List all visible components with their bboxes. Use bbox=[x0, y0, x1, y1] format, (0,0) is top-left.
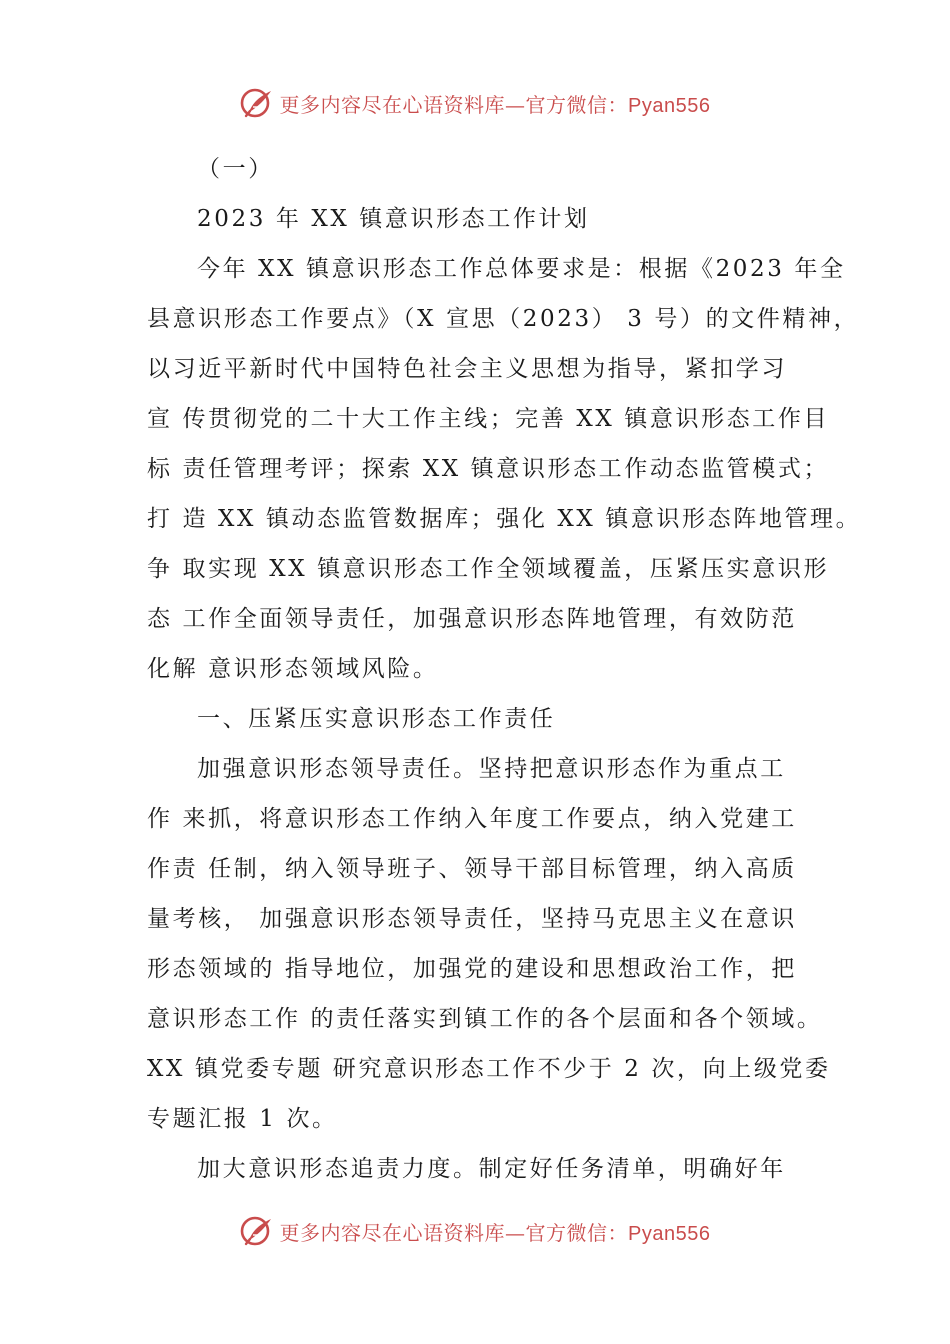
paragraph-line: 宣 传贯彻党的二十大工作主线；完善 XX 镇意识形态工作目 bbox=[147, 406, 830, 432]
paragraph-line: 化解 意识形态领域风险。 bbox=[147, 656, 439, 682]
paragraph-line: 意识形态工作 的责任落实到镇工作的各个层面和各个领域。 bbox=[147, 1006, 823, 1032]
paragraph-line: 专题汇报 1 次。 bbox=[147, 1106, 338, 1132]
paragraph-line: 县意识形态工作要点》（X 宣思（2023） 3 号）的文件精神， bbox=[147, 306, 860, 332]
footer-watermark bbox=[0, 1211, 950, 1251]
paragraph-line: 作 来抓，将意识形态工作纳入年度工作要点，纳入党建工 bbox=[147, 806, 797, 832]
paragraph-line: 作责 任制，纳入领导班子、领导干部目标管理，纳入高质 bbox=[147, 856, 797, 882]
paragraph-line: 加大意识形态追责力度。制定好任务清单，明确好年 bbox=[197, 1156, 786, 1182]
paragraph-line: 态 工作全面领导责任，加强意识形态阵地管理，有效防范 bbox=[147, 606, 797, 632]
watermark-text: 更多内容尽在心语资料库—官方微信：Pyan556 bbox=[279, 92, 711, 117]
paragraph-line: 打 造 XX 镇动态监管数据库；强化 XX 镇意识形态阵地管理。 bbox=[147, 506, 862, 532]
header-watermark bbox=[0, 83, 950, 123]
wechat-id: Pyan556 bbox=[628, 94, 711, 117]
paragraph-line: 标 责任管理考评；探索 XX 镇意识形态工作动态监管模式； bbox=[147, 456, 830, 482]
wechat-id: Pyan556 bbox=[628, 1222, 711, 1245]
paragraph-line: 形态领域的 指导地位，加强党的建设和思想政治工作，把 bbox=[147, 956, 797, 982]
paragraph-line: XX 镇党委专题 研究意识形态工作不少于 2 次，向上级党委 bbox=[147, 1056, 831, 1082]
document-title: 2023 年 XX 镇意识形态工作计划 bbox=[197, 206, 590, 232]
red-quill-logo-icon bbox=[240, 86, 274, 120]
paragraph-line: 争 取实现 XX 镇意识形态工作全领域覆盖，压紧压实意识形 bbox=[147, 556, 830, 582]
paragraph-line: 以习近平新时代中国特色社会主义思想为指导，紧扣学习 bbox=[147, 356, 787, 382]
section-heading: 一、压紧压实意识形态工作责任 bbox=[197, 706, 556, 732]
red-quill-logo-icon bbox=[240, 1214, 274, 1248]
paragraph-line: 加强意识形态领导责任。坚持把意识形态作为重点工 bbox=[197, 756, 786, 782]
section-marker: （一） bbox=[197, 156, 274, 182]
paragraph-line: 量考核， 加强意识形态领导责任，坚持马克思主义在意识 bbox=[147, 906, 797, 932]
watermark-text: 更多内容尽在心语资料库—官方微信：Pyan556 bbox=[279, 1220, 711, 1245]
paragraph-line: 今年 XX 镇意识形态工作总体要求是：根据《2023 年全 bbox=[197, 256, 846, 282]
document-body bbox=[147, 144, 862, 1194]
